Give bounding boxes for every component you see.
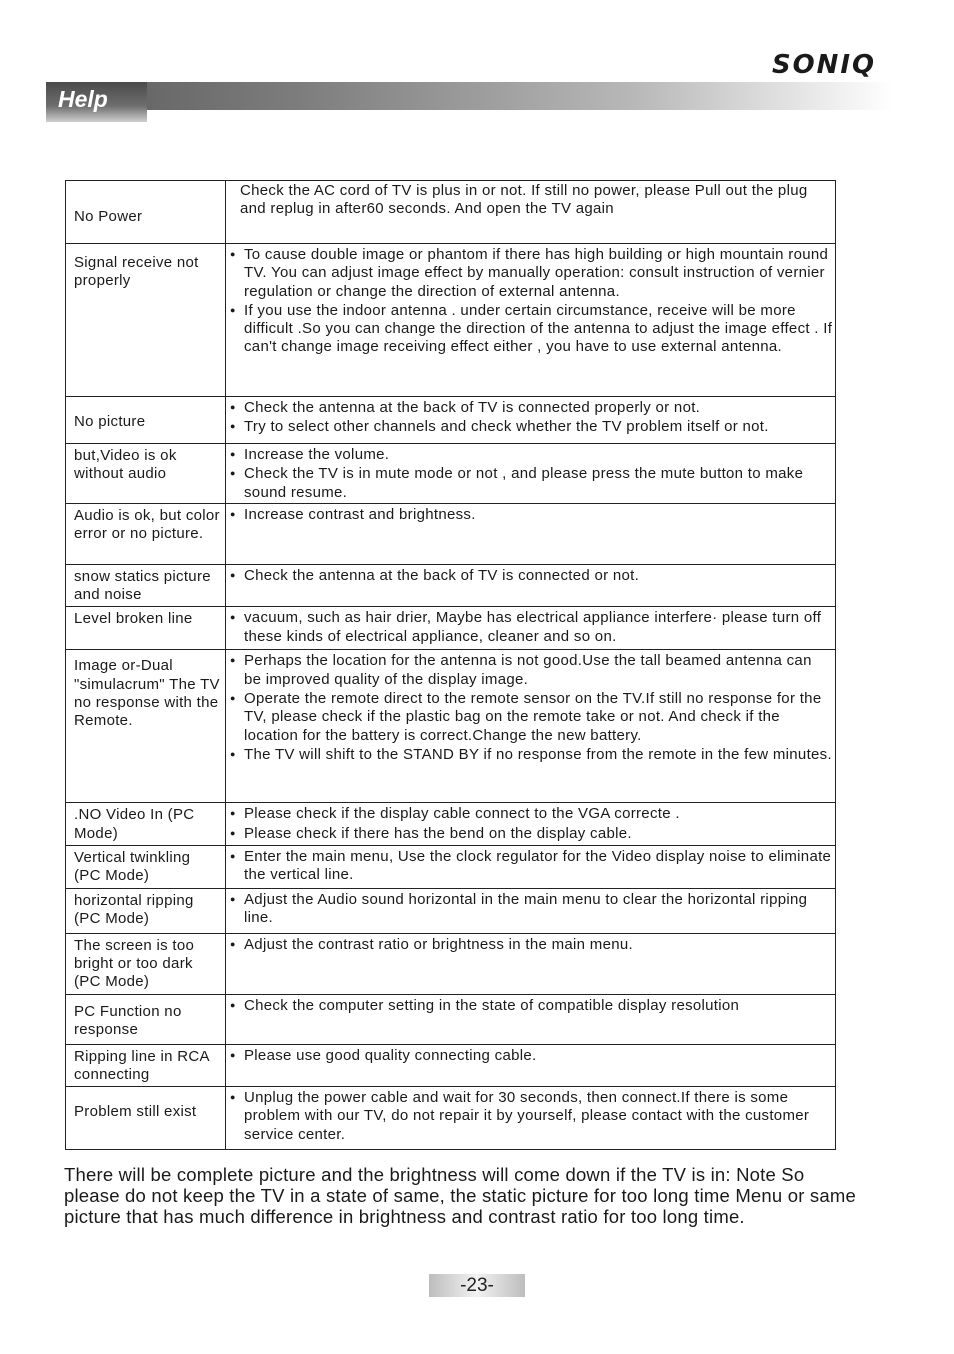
header-bar: [46, 82, 894, 110]
table-row: [66, 607, 836, 650]
problem-cell: [66, 1044, 226, 1087]
solution-text: Check the AC cord of TV is plus in or not. If still no power, please Pull out the plug and replug in after60 seconds. And open the TV again: [240, 182, 808, 218]
solution-cell: [226, 933, 836, 994]
solution-cell: [226, 803, 836, 846]
solution-bullet: ● Operate the remote direct to the remote sensor on the TV.If still no response for the TV, please check if the plastic bag on the remote take or not. And check if the location for the battery is correct.Change the new battery.: [230, 689, 833, 745]
solution-bullet: ● If you use the indoor antenna . under certain circumstance, receive will be more difficult .So you can change the direction of the antenna to adjust the image effect . If can't change image receiving effect either , you have to use external antenna.: [230, 301, 833, 357]
solution-bullet: ● To cause double image or phantom if there has high building or high mountain round TV. You can adjust image effect by manually operation: consult instruction of vernier regulation or change the direction of external antenna.: [230, 245, 833, 301]
solution-bullet: ● Check the computer setting in the state of compatible display resolution: [230, 996, 833, 1015]
page-title: Help: [58, 86, 108, 112]
problem-cell: [66, 888, 226, 933]
solution-bullet: ● Increase contrast and brightness.: [230, 505, 833, 524]
problem-text: Ripping line in RCA connecting: [74, 1047, 209, 1083]
solution-bullet: ● Check the TV is in mute mode or not , and please press the mute button to make sound resume.: [230, 464, 833, 502]
solution-cell: [226, 1087, 836, 1150]
soniq-logo: [772, 50, 878, 78]
problem-text: .NO Video In (PC Mode): [74, 806, 195, 842]
table-row: [66, 244, 836, 397]
table-row: [66, 888, 836, 933]
problem-text: Image or-Dual "simulacrum" The TV no response with the Remote.: [74, 657, 220, 730]
problem-cell: [66, 444, 226, 504]
solution-cell: [226, 444, 836, 504]
table-row: [66, 503, 836, 564]
page-number: -23-: [460, 1275, 494, 1296]
problem-text: No picture: [74, 413, 146, 430]
solution-bullet: ● Increase the volume.: [230, 445, 833, 464]
problem-cell: [66, 803, 226, 846]
solution-bullet: ● Adjust the contrast ratio or brightness in the main menu.: [230, 935, 833, 954]
solution-cell: [226, 397, 836, 444]
solution-cell: [226, 607, 836, 650]
problem-text: snow statics picture and noise: [74, 567, 211, 604]
table-row: [66, 846, 836, 889]
table-row: [66, 397, 836, 444]
problem-cell: [66, 244, 226, 397]
solution-bullet: ● The TV will shift to the STAND BY if no response from the remote in the few minutes.: [230, 745, 833, 764]
problem-cell: [66, 650, 226, 803]
problem-text: Level broken line: [74, 610, 193, 628]
note-paragraph: There will be complete picture and the brightness will come down if the TV is in: Note So please do not keep the TV in a state of same, the static picture for too long time Menu or same picture that has much difference in brightness and contrast ratio for too long time.: [64, 1164, 856, 1228]
problem-text: but,Video is ok without audio: [74, 447, 177, 483]
problem-text: Vertical twinkling (PC Mode): [74, 849, 191, 885]
table-row: [66, 650, 836, 803]
problem-cell: [66, 607, 226, 650]
problem-text: Audio is ok, but color error or no picture.: [74, 506, 220, 543]
solution-bullet: ● Unplug the power cable and wait for 30 seconds, then connect.If there is some problem with our TV, do not repair it by yourself, please contact with the customer service center.: [230, 1088, 833, 1144]
solution-cell: [226, 181, 836, 244]
solution-bullet: ● Please use good quality connecting cable.: [230, 1046, 833, 1065]
problem-cell: [66, 397, 226, 444]
solution-cell: [226, 888, 836, 933]
solution-cell: [226, 650, 836, 803]
solution-bullet: ● Try to select other channels and check whether the TV problem itself or not.: [230, 417, 833, 436]
problem-cell: [66, 181, 226, 244]
solution-cell: [226, 1044, 836, 1087]
table-row: [66, 1044, 836, 1087]
problem-text: The screen is too bright or too dark (PC Mode): [74, 936, 195, 991]
solution-bullet: ● Please check if the display cable connect to the VGA correcte .: [230, 804, 833, 823]
problem-cell: [66, 933, 226, 994]
problem-cell: [66, 846, 226, 889]
table-row: [66, 564, 836, 607]
solution-bullet: ● Perhaps the location for the antenna is not good.Use the tall beamed antenna can be improved quality of the display image.: [230, 651, 833, 689]
table-row: [66, 933, 836, 994]
table-row: [66, 444, 836, 504]
solution-cell: [226, 503, 836, 564]
solution-bullet: ● vacuum, such as hair drier, Maybe has electrical appliance interfere· please turn off these kinds of electrical appliance, cleaner and so on.: [230, 608, 833, 646]
problem-text: PC Function no response: [74, 1002, 182, 1038]
solution-cell: [226, 846, 836, 889]
table-row: [66, 181, 836, 244]
problem-text: No Power: [74, 208, 143, 225]
problem-text: horizontal ripping (PC Mode): [74, 891, 194, 927]
problem-cell: [66, 503, 226, 564]
problem-text: Problem still exist: [74, 1103, 197, 1121]
table-row: [66, 1087, 836, 1150]
table-row: [66, 803, 836, 846]
solution-cell: [226, 564, 836, 607]
solution-bullet: ● Please check if there has the bend on the display cable.: [230, 824, 833, 843]
brand-text: SONIQ: [772, 50, 876, 78]
troubleshooting-table: [65, 180, 836, 1150]
problem-cell: [66, 994, 226, 1044]
troubleshooting-body: [66, 181, 836, 1150]
solution-bullet: ● Adjust the Audio sound horizontal in the main menu to clear the horizontal ripping line.: [230, 890, 833, 928]
solution-cell: [226, 244, 836, 397]
solution-bullet: ● Enter the main menu, Use the clock regulator for the Video display noise to eliminate the vertical line.: [230, 847, 833, 885]
solution-bullet: ● Check the antenna at the back of TV is connected or not.: [230, 566, 833, 585]
problem-cell: [66, 1087, 226, 1150]
table-row: [66, 994, 836, 1044]
solution-cell: [226, 994, 836, 1044]
problem-text: Signal receive not properly: [74, 254, 199, 290]
problem-cell: [66, 564, 226, 607]
solution-bullet: ● Check the antenna at the back of TV is connected properly or not.: [230, 398, 833, 417]
